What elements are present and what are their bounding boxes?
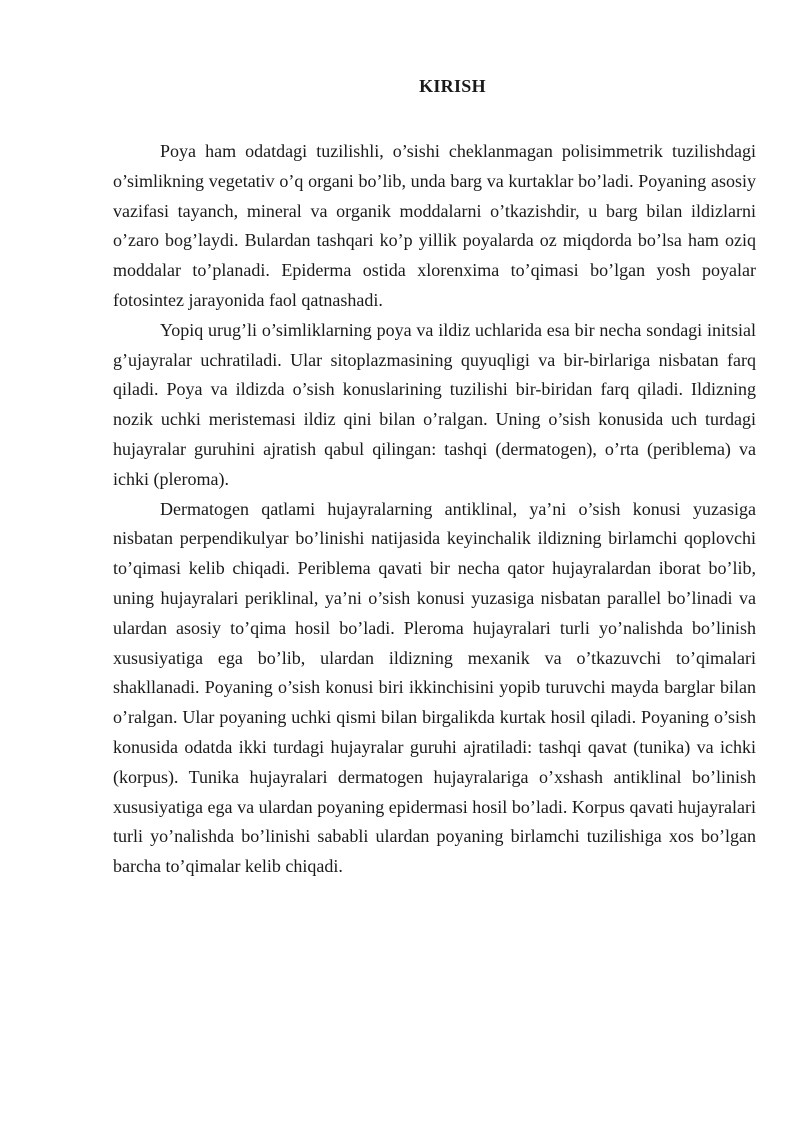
- paragraph-1: Poya ham odatdagi tuzilishli, o’sishi cheklanmagan polisimmetrik tuzilishdagi o’simlikning vegetativ o’q organi bo’lib, unda barg va kurtaklar bo’ladi. Poyaning asosiy vazifasi tayanch, mineral va organik moddalarni o’tkazishdir, u barg bilan ildizlarni o’zaro bog’laydi. Bulardan tashqari ko’p yillik poyalarda oz miqdorda bo’lsa ham oziq moddalar to’planadi. Epiderma ostida xlorenxima to’qimasi bo’lgan yosh poyalar fotosintez jarayonida faol qatnashadi.: [113, 141, 756, 310]
- paragraph-3: Dermatogen qatlami hujayralarning antiklinal, ya’ni o’sish konusi yuzasiga nisbatan perpendikulyar bo’linishi natijasida keyinchalik ildizning birlamchi qoplovchi to’qimasi kelib chiqadi. Periblema qavati bir necha qator hujayralardan iborat bo’lib, uning hujayralari periklinal, ya’ni o’sish konusi yuzasiga nisbatan parallel bo’linadi va ulardan asosiy to’qima hosil bo’ladi. Pleroma hujayralari turli yo’nalishda bo’linish xususiyatiga ega bo’lib, ulardan ildizning mexanik va o’tkazuvchi to’qimalari shakllanadi. Poyaning o’sish konusi biri ikkinchisini yopib turuvchi mayda barglar bilan o’ralgan. Ular poyaning uchki qismi bilan birgalikda kurtak hosil qiladi. Poyaning o’sish konusida odatda ikki turdagi hujayralar guruhi ajratiladi: tashqi qavat (tunika) va ichki (korpus). Tunika hujayralari dermatogen hujayralariga o’xshash antiklinal bo’linish xususiyatiga ega va ulardan poyaning epidermasi hosil bo’ladi. Korpus qavati hujayralari turli yo’nalishda bo’linishi sababli ulardan poyaning birlamchi tuzilishiga xos bo’lgan barcha to’qimalar kelib chiqadi.: [113, 498, 756, 877]
- body-text: [113, 137, 756, 882]
- page-title: KIRISH: [419, 76, 486, 96]
- paragraph-2: Yopiq urug’li o’simliklarning poya va ildiz uchlarida esa bir necha sondagi initsial g’ujayralar uchratiladi. Ular sitoplazmasining quyuqligi va bir-birlariga nisbatan farq qiladi. Poya va ildizda o’sish konuslarining tuzilishi bir-biridan farq qiladi. Ildizning nozik uchki meristemasi ildiz qini bilan o’ralgan. Uning o’sish konusida uch turdagi hujayralar guruhini ajratish qabul qilingan: tashqi (dermatogen), o’rta (periblema) va ichki (pleroma).: [113, 319, 756, 489]
